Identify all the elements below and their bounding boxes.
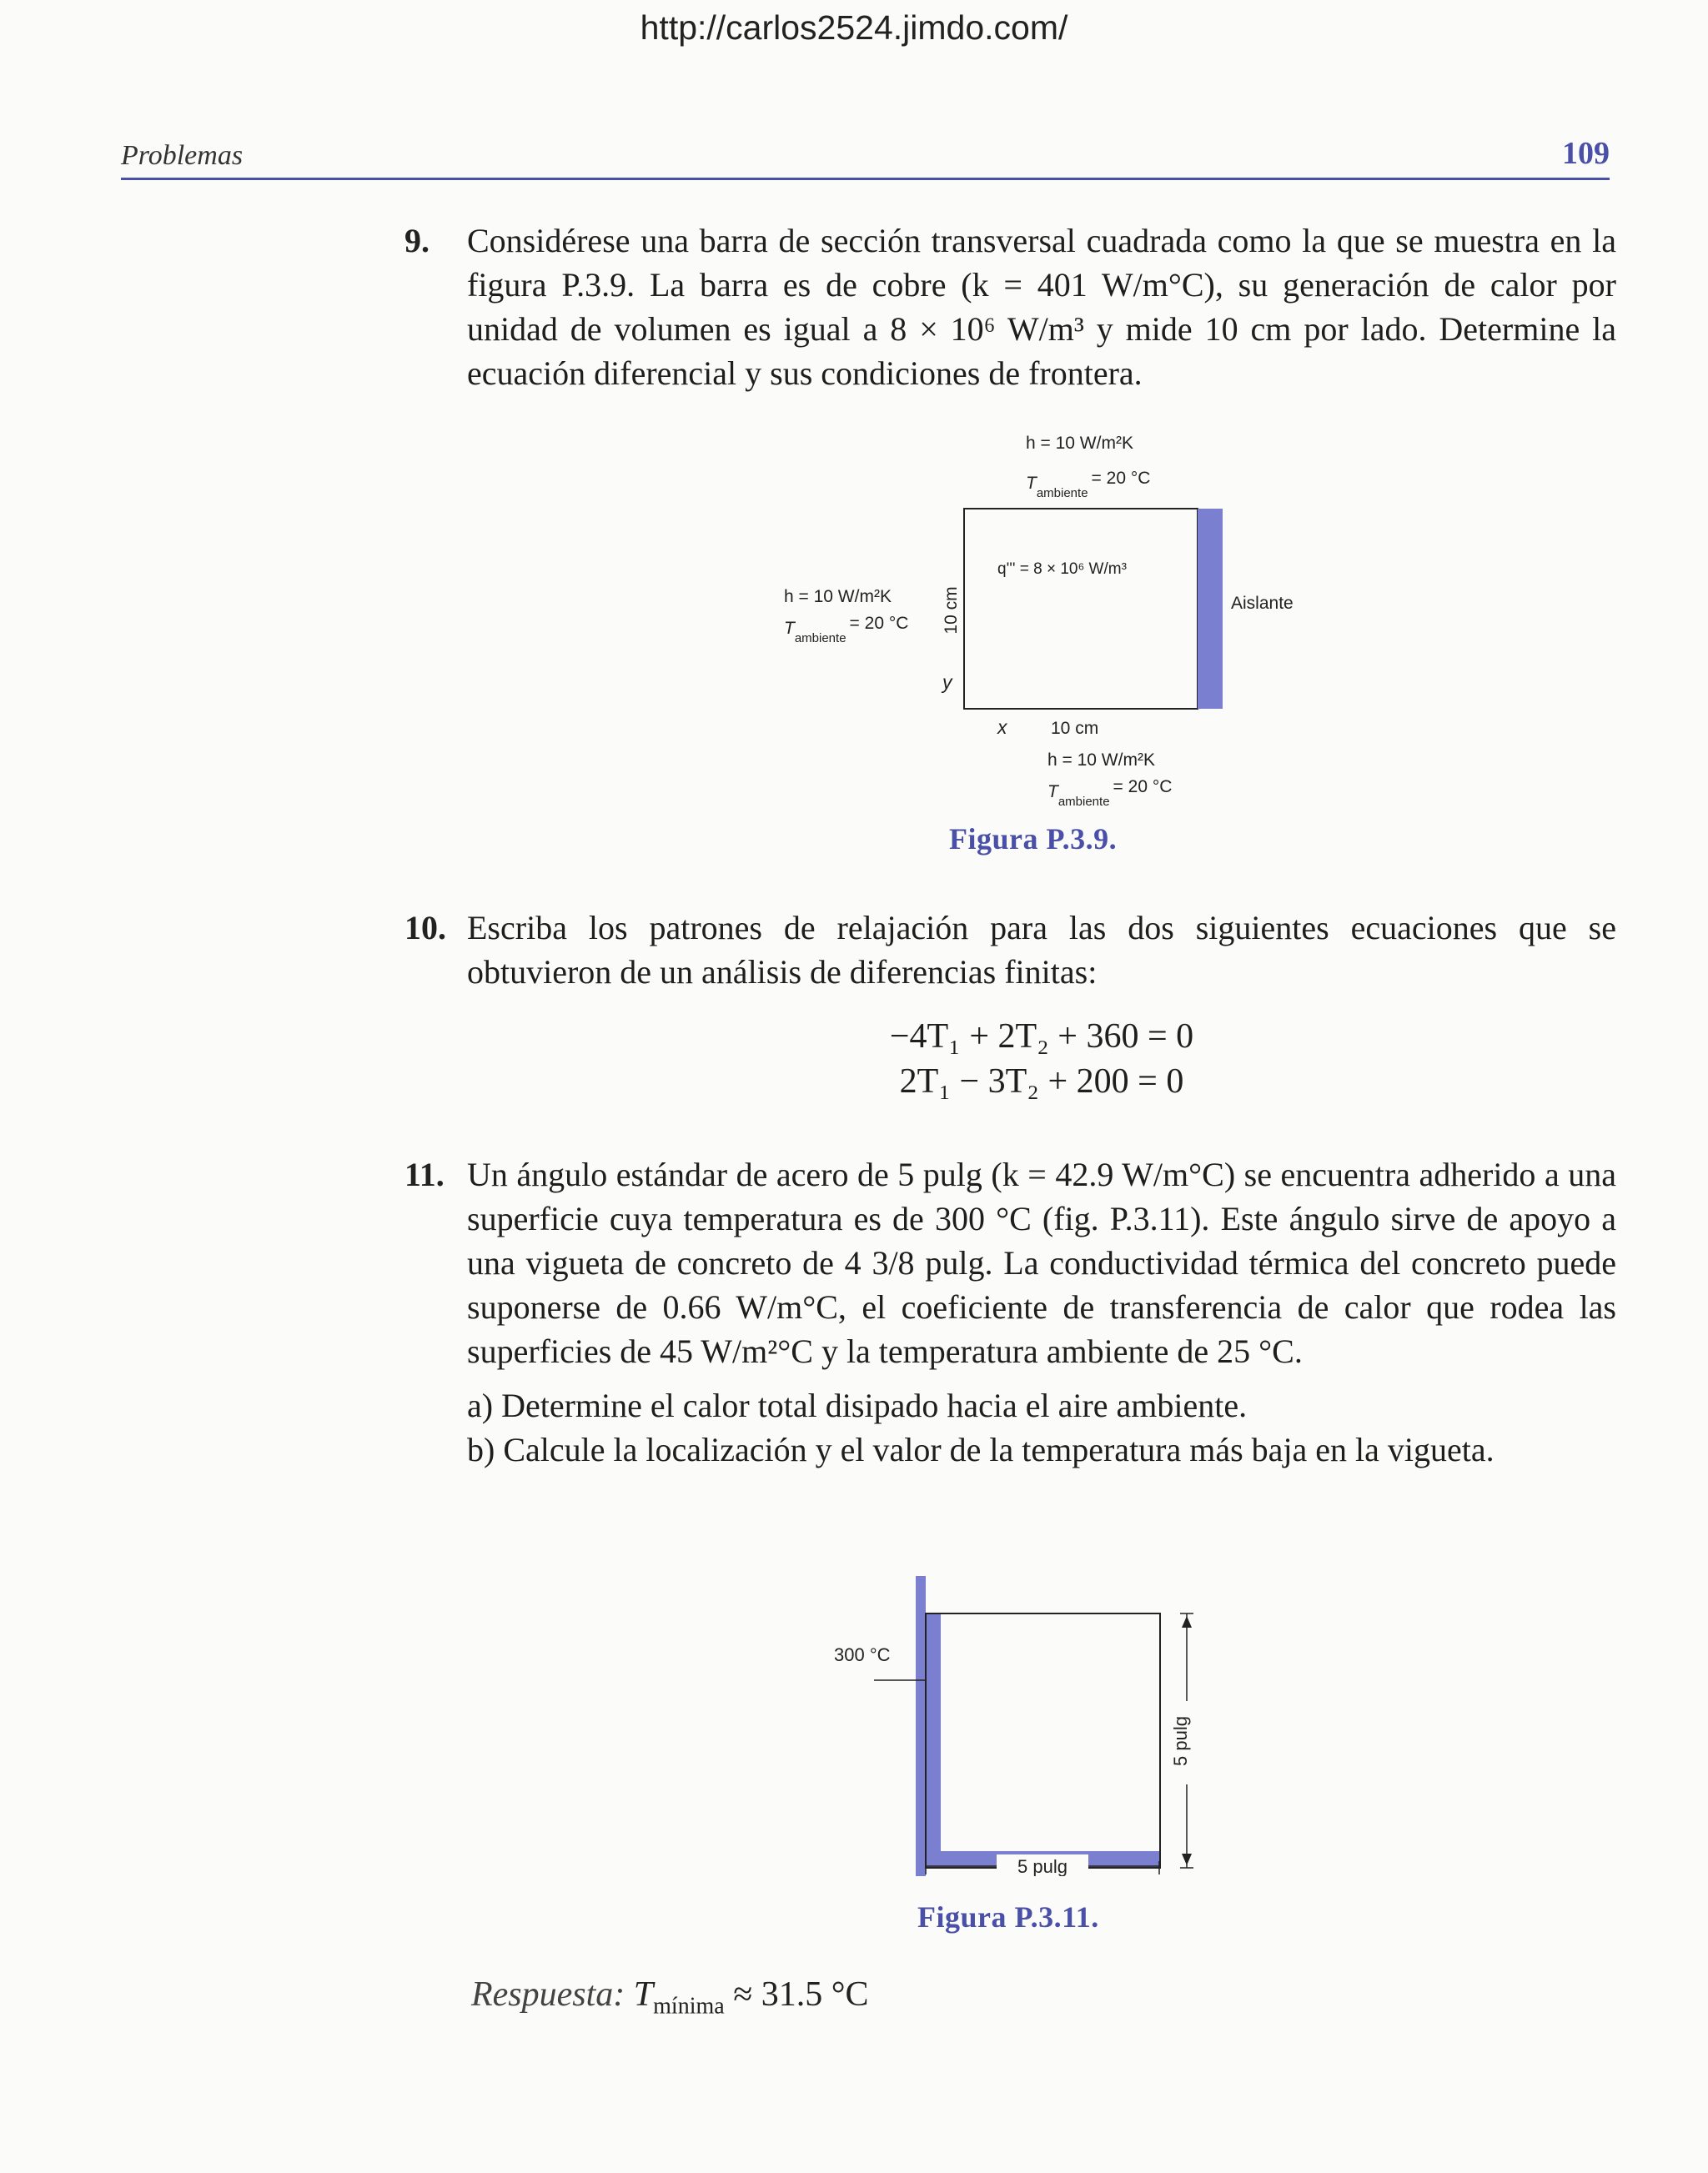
fig311-wall-temp: 300 °C bbox=[834, 1644, 891, 1665]
problem-11-item-b: b) Calcule la localización y el valor de la temperatura más baja en la vigueta. bbox=[467, 1431, 1494, 1468]
answer-subscript: mínima bbox=[653, 1993, 725, 2020]
fig311-side-dim: 5 pulg bbox=[1170, 1716, 1191, 1766]
fig39-insulation-label: Aislante bbox=[1231, 594, 1294, 613]
problem-9-number: 9. bbox=[404, 222, 430, 259]
answer-symbol: T bbox=[633, 1975, 654, 2014]
fig39-left-t: $T_{ambiente}= 20$ °C bbox=[784, 614, 909, 645]
fig311-bottom-dim: 5 pulg bbox=[1017, 1856, 1068, 1876]
problem-11 bbox=[404, 1152, 1616, 1472]
relaxation-equations bbox=[467, 1014, 1616, 1104]
fig39-top-t: $T_{ambiente}= 20$ °C bbox=[1026, 469, 1151, 500]
fig39-bottom-h: h = 10 W/m²K bbox=[1047, 750, 1155, 770]
fig39-insulation bbox=[1198, 509, 1223, 709]
figure-p3-9 bbox=[751, 425, 1351, 826]
fig311-arrow-down bbox=[1182, 1854, 1192, 1865]
fig39-bar-cross-section bbox=[964, 509, 1198, 709]
answer-value: ≈ 31.5 °C bbox=[733, 1975, 869, 2014]
fig311-joist bbox=[926, 1613, 1160, 1868]
figure-p3-11 bbox=[817, 1568, 1251, 1876]
fig39-generation: q''' = 8 × 10⁶ W/m³ bbox=[997, 560, 1127, 578]
problem-11-item-a: a) Determine el calor total disipado hacia el aire ambiente. bbox=[467, 1387, 1248, 1424]
problem-10 bbox=[404, 906, 1616, 994]
running-head: Problemas bbox=[121, 140, 244, 171]
fig39-x-label: x bbox=[997, 716, 1007, 738]
equation-2: 2T₁ − 3T₂ + 200 = 0 bbox=[899, 1062, 1184, 1101]
problem-11-number: 11. bbox=[404, 1156, 445, 1193]
problem-9-text: Considérese una barra de sección transversal cuadrada como la que se muestra en la figura P.3.9. La barra es de cobre (k = 401 W/m°C), su generación de calor por unidad de volumen es igual a 8 × 10⁶ W/m³ y mide 10 cm por lado. Determine la ecuación diferencial y sus condiciones de frontera. bbox=[467, 222, 1616, 392]
fig39-side-dim: 10 cm bbox=[942, 586, 961, 635]
fig39-top-h: h = 10 W/m²K bbox=[1026, 434, 1133, 453]
figure-p3-11-caption: Figura P.3.11. bbox=[917, 1900, 1099, 1934]
problem-9 bbox=[404, 218, 1616, 395]
fig39-bottom-dim: 10 cm bbox=[1051, 719, 1099, 738]
fig311-wall bbox=[916, 1576, 926, 1876]
answer-label: Respuesta: bbox=[471, 1975, 625, 2014]
page-number: 109 bbox=[1562, 136, 1610, 171]
source-url: http://carlos2524.jimdo.com/ bbox=[640, 8, 1068, 47]
answer bbox=[471, 1975, 869, 2020]
fig311-angle-vertical-leg bbox=[926, 1613, 941, 1868]
problem-11-text: Un ángulo estándar de acero de 5 pulg (k = 42.9 W/m°C) se encuentra adherido a una superficie cuya temperatura es de 300 °C (fig. P.3.11). Este ángulo sirve de apoyo a una vigueta de concreto de 4 3/8 pulg. La conductividad térmica del concreto puede suponerse de 0.66 W/m°C, el coeficiente de transferencia de calor que rodea las superficies de 45 W/m²°C y la temperatura ambiente de 25 °C. bbox=[467, 1156, 1616, 1370]
fig39-left-h: h = 10 W/m²K bbox=[784, 587, 892, 606]
fig311-arrow-up bbox=[1182, 1616, 1192, 1628]
problem-10-text: Escriba los patrones de relajación para las dos siguientes ecuaciones que se obtuvieron de un análisis de diferencias finitas: bbox=[467, 909, 1616, 991]
equation-1: −4T₁ + 2T₂ + 360 = 0 bbox=[889, 1017, 1194, 1056]
fig39-bottom-t: $T_{ambiente}= 20$ °C bbox=[1047, 777, 1173, 809]
fig39-y-label: y bbox=[942, 671, 952, 693]
header-rule bbox=[121, 178, 1610, 180]
figure-p3-9-caption: Figura P.3.9. bbox=[949, 822, 1118, 856]
problem-10-number: 10. bbox=[404, 909, 446, 946]
